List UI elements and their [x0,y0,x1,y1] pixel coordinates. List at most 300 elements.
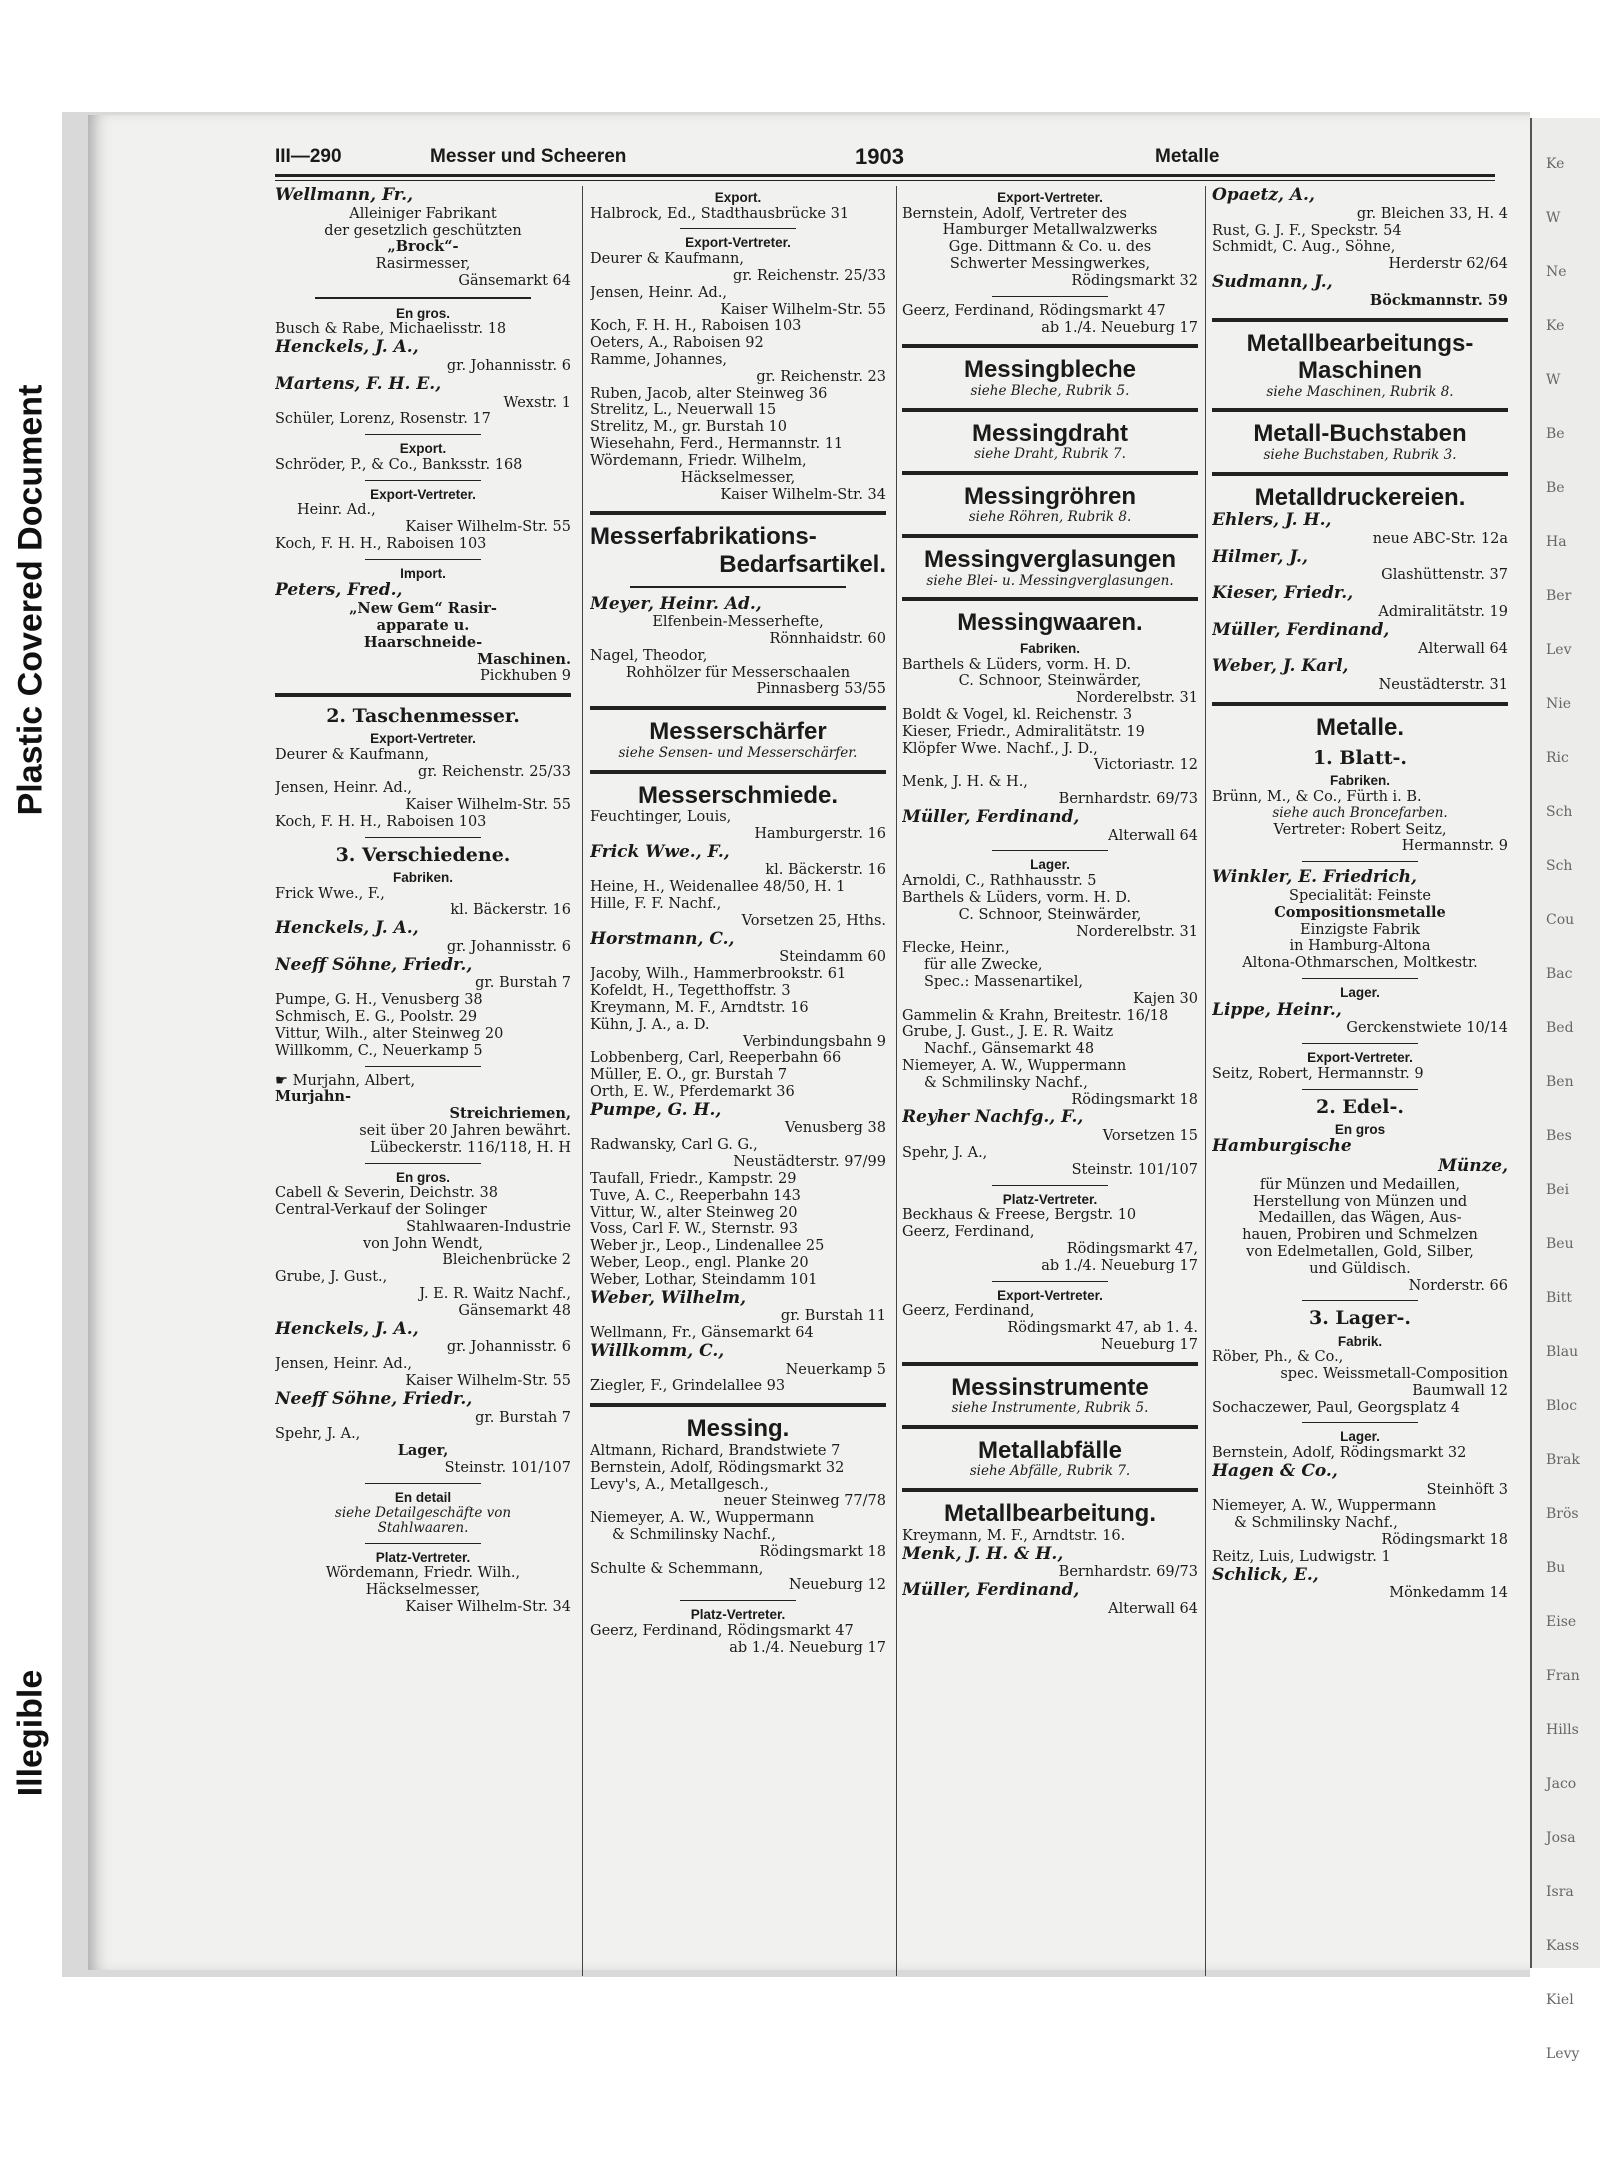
directory-entry: ab 1./4. Neueburg 17 [1041,1257,1198,1274]
directory-entry: Bleichenbrücke 2 [442,1252,571,1269]
directory-entry: Weber, Wilhelm, [590,1288,747,1308]
directory-entry: Spehr, J. A., [902,1145,988,1161]
column-2 [590,186,886,1986]
margin-fragment: Kiel [1546,1992,1574,2008]
year: 1903 [855,144,904,169]
directory-entry: Bernstein, Adolf, Rödingsmarkt 32 [1212,1445,1467,1462]
directory-entry: gr. Johannisstr. 6 [446,357,571,374]
column-rule [902,408,1198,412]
column-rule [365,1066,481,1067]
column-rule [902,471,1198,475]
section-heading: Messingröhren [963,482,1137,510]
margin-fragment: Bed [1546,1020,1574,1036]
directory-entry: siehe Detailgeschäfte von [334,1505,512,1521]
column-rule [1212,408,1508,412]
page-number: III—290 [275,146,342,167]
directory-entry: Jensen, Heinr. Ad., [275,1356,413,1373]
directory-entry: Menk, J. H. & H., [902,774,1028,791]
directory-entry: Peters, Fred., [275,581,403,601]
directory-entry: siehe Instrumente, Rubrik 5. [951,1401,1149,1417]
column-rule [992,1281,1108,1282]
directory-entry: Taufall, Friedr., Kampstr. 29 [590,1170,797,1187]
directory-entry: Neeff Söhne, Friedr., [275,955,473,975]
directory-entry: Rödingsmarkt 18 [1381,1532,1508,1549]
section-heading: 1. Blatt-. [1312,747,1408,770]
section-heading: 2. Taschenmesser. [326,705,520,728]
directory-entry: ab 1./4. Neueburg 17 [1041,319,1198,336]
column-rule [992,1185,1108,1186]
side-label-plastic-covered: Plastic Covered Document [0,320,62,880]
directory-entry: Arnoldi, C., Rathhausstr. 5 [902,873,1097,890]
directory-entry: Martens, F. H. E., [275,374,442,394]
directory-entry: Glashüttenstr. 37 [1381,567,1508,584]
directory-entry: für Münzen und Medaillen, [1259,1176,1461,1193]
directory-entry: Brünn, M., & Co., Fürth i. B. [1212,789,1422,806]
column-divider [582,186,583,1976]
directory-entry: gr. Burstah 7 [475,975,571,992]
column-rule [902,534,1198,538]
section-heading: Lager. [1340,985,1380,1000]
section-heading: Fabriken. [1329,773,1391,789]
directory-entry: Geerz, Ferdinand, [902,1224,1035,1241]
directory-entry: Alterwall 64 [1108,827,1198,844]
column-rule [590,1403,886,1407]
section-heading: Metallbearbeitungs- [1246,329,1474,357]
margin-fragment: Bitt [1546,1290,1573,1306]
directory-entry: Bernstein, Adolf, Vertreter des [902,205,1127,222]
column-3 [902,186,1198,1986]
directory-entry: kl. Bäckerstr. 16 [765,862,886,879]
directory-entry: Opaetz, A., [1212,186,1315,205]
directory-entry: Sudmann, J., [1212,272,1333,292]
directory-entry: Rödingsmarkt 47, ab 1. 4. [1007,1320,1198,1336]
margin-fragment: W [1546,210,1561,226]
margin-fragment: Ric [1546,750,1569,766]
directory-entry: Boldt & Vogel, kl. Reichenstr. 3 [902,707,1133,724]
directory-entry: Kaiser Wilhelm-Str. 55 [405,1373,571,1390]
directory-entry: Stahlwaaren-Industrie [406,1218,571,1235]
directory-entry: Altmann, Richard, Brandstwiete 7 [590,1442,841,1459]
directory-entry: apparate u. [376,617,470,634]
directory-entry: Geerz, Ferdinand, Rödingsmarkt 47 [590,1622,854,1639]
column-rule [902,1362,1198,1366]
column-rule [365,559,481,560]
directory-entry: Wellmann, Fr., Gänsemarkt 64 [590,1325,814,1342]
directory-entry: C. Schnoor, Steinwärder, [958,673,1142,690]
directory-entry: siehe Röhren, Rubrik 8. [968,510,1132,526]
directory-entry: Alleiniger Fabrikant [349,205,497,222]
directory-entry: Vittur, W., alter Steinweg 20 [590,1204,798,1221]
directory-entry: Sochaczewer, Paul, Georgsplatz 4 [1212,1399,1461,1416]
directory-entry: Münze, [1438,1157,1508,1177]
directory-entry: neue ABC-Str. 12a [1372,530,1508,547]
directory-entry: Streichriemen, [449,1106,571,1123]
directory-entry: Strelitz, L., Neuerwall 15 [590,402,777,419]
margin-fragment: Jaco [1546,1776,1577,1792]
column-rule [365,434,481,435]
margin-fragment: Ha [1546,534,1567,550]
directory-entry: Alterwall 64 [1418,640,1508,657]
directory-entry: Alterwall 64 [1108,1600,1198,1617]
directory-entry: Spec.: Massenartikel, [924,973,1083,990]
section-heading: Messerschmiede. [637,781,839,809]
section-heading: Platz-Vertreter. [375,1549,471,1565]
directory-entry: ☛ Murjahn, Albert, [275,1072,416,1089]
section-heading: Metalle. [1315,713,1405,741]
directory-entry: spec. Weissmetall-Composition [1280,1365,1508,1382]
margin-fragment: Nie [1546,696,1572,712]
margin-fragment: Be [1546,426,1565,442]
directory-entry: Venusberg 38 [785,1120,886,1137]
section-heading: Metalldruckereien. [1254,483,1466,511]
directory-entry: Radwansky, Carl G. G., [590,1137,758,1154]
directory-entry: Kajen 30 [1133,990,1198,1007]
directory-entry: Schröder, P., & Co., Banksstr. 168 [275,456,523,473]
column-rule [992,296,1108,297]
column-rule [365,480,481,481]
directory-entry: Röber, Ph., & Co., [1212,1349,1344,1366]
directory-entry: Strelitz, M., gr. Burstah 10 [590,419,787,436]
directory-entry: Voss, Carl F. W., Sternstr. 93 [590,1221,798,1238]
column-rule [630,586,846,588]
directory-entry: der gesetzlich geschützten [324,222,522,239]
directory-entry: Kaiser Wilhelm-Str. 55 [720,301,886,318]
directory-entry: Levy's, A., Metallgesch., [590,1476,769,1493]
directory-entry: Neustädterstr. 97/99 [733,1154,886,1171]
directory-entry: Wördemann, Friedr. Wilh., [325,1565,521,1582]
directory-entry: Kaiser Wilhelm-Str. 34 [405,1599,571,1616]
section-heading: Maschinen [1297,357,1423,385]
section-heading: Export. [399,441,447,457]
directory-entry: Norderelbstr. 31 [1076,690,1198,707]
directory-entry: Kofeldt, H., Tegetthoffstr. 3 [590,983,791,1000]
directory-entry: Seitz, Robert, Hermannstr. 9 [1212,1065,1424,1082]
directory-entry: Compositionsmetalle [1274,904,1446,921]
column-rule [902,1425,1198,1429]
margin-fragment: Eise [1546,1614,1577,1630]
directory-entry: Murjahn- [275,1089,351,1106]
directory-entry: Jensen, Heinr. Ad., [275,780,413,797]
directory-entry: Koch, F. H. H., Raboisen 103 [275,535,487,552]
directory-entry: Müller, Ferdinand, [902,807,1080,827]
section-heading: Fabrik. [1337,1333,1383,1349]
margin-fragment: Ke [1546,156,1565,172]
directory-entry: Busch & Rabe, Michaelisstr. 18 [275,321,507,338]
directory-entry: kl. Bäckerstr. 16 [450,902,571,919]
directory-entry: gr. Reichenstr. 23 [756,368,886,385]
directory-entry: Henckels, J. A., [275,919,419,939]
directory-entry: Central-Verkauf der Solinger [275,1202,487,1219]
directory-entry: gr. Bleichen 33, H. 4 [1356,205,1508,222]
column-rule [992,850,1108,851]
section-heading: Messing. [686,1415,790,1443]
margin-fragment: Be [1546,480,1565,496]
column-rule [365,837,481,838]
margin-fragment: Kass [1546,1938,1580,1954]
adjacent-page-strip [1530,118,1600,2062]
directory-entry: Willkomm, C., Neuerkamp 5 [275,1042,483,1059]
directory-entry: Wiesehahn, Ferd., Hermannstr. 11 [590,436,844,453]
directory-entry: Flecke, Heinr., [902,940,1010,957]
directory-entry: gr. Reichenstr. 25/33 [733,267,886,284]
directory-entry: Feuchtinger, Louis, [590,809,732,826]
section-heading: Export-Vertreter. [997,190,1103,205]
margin-fragment: Fran [1546,1668,1580,1684]
directory-entry: Vittur, Wilh., alter Steinweg 20 [275,1025,504,1042]
margin-fragment: Cou [1546,912,1575,928]
directory-entry: Hamburgerstr. 16 [754,825,886,842]
directory-entry: Lobbenberg, Carl, Reeperbahn 66 [590,1050,842,1067]
margin-fragment: Bei [1546,1182,1570,1198]
directory-entry: Winkler, E. Friedrich, [1212,868,1417,888]
section-heading: Bedarfsartikel. [719,550,886,578]
directory-entry: Rönnhaidstr. 60 [769,631,886,648]
directory-entry: Einzigste Fabrik [1300,921,1420,938]
section-heading: Platz-Vertreter. [690,1607,786,1623]
directory-entry: Hilmer, J., [1212,547,1308,567]
directory-entry: Klöpfer Wwe. Nachf., J. D., [902,740,1098,757]
column-rule [1302,978,1418,979]
directory-entry: gr. Johannisstr. 6 [446,1339,571,1356]
directory-entry: siehe Draht, Rubrik 7. [974,447,1126,463]
directory-entry: siehe Sensen- und Messerschärfer. [618,745,858,761]
directory-entry: Heine, H., Weidenallee 48/50, H. 1 [590,879,846,896]
section-heading: Metallabfälle [977,1436,1123,1464]
margin-fragment: Josa [1546,1830,1576,1846]
directory-entry: Hamburger Metallwalzwerks [942,222,1158,239]
directory-entry: Admiralitätstr. 19 [1378,603,1508,620]
directory-entry: Müller, Ferdinand, [902,1581,1080,1601]
column-rule [902,1488,1198,1492]
section-heading: Messingwaaren. [957,609,1143,637]
directory-entry: Böckmannstr. 59 [1369,292,1508,309]
margin-fragment: Brös [1546,1506,1579,1522]
margin-fragment: Ben [1546,1074,1574,1090]
margin-fragment: Sch [1546,858,1573,874]
directory-entry: Rödingsmarkt 18 [1071,1091,1198,1108]
directory-entry: Ziegler, F., Grindelallee 93 [590,1378,786,1395]
column-rule [902,597,1198,601]
section-heading: Platz-Vertreter. [1002,1191,1098,1207]
margin-fragment: Lev [1546,642,1572,658]
section-heading: Messinstrumente [951,1373,1149,1401]
directory-entry: Barthels & Lüders, vorm. H. D. [902,656,1132,673]
directory-entry: Nagel, Theodor, [590,647,708,664]
directory-entry: Frick Wwe., F., [275,885,385,902]
directory-entry: „New Gem“ Rasir- [349,601,497,618]
section-heading: Export-Vertreter. [997,1287,1103,1303]
section-heading: 2. Edel-. [1315,1095,1405,1118]
section-heading: Export-Vertreter. [1307,1050,1413,1066]
directory-entry: & Schmilinsky Nachf., [1234,1515,1398,1532]
directory-entry: Koch, F. H. H., Raboisen 103 [590,318,802,335]
directory-entry: Oeters, A., Raboisen 92 [590,335,764,352]
directory-entry: siehe Abfälle, Rubrik 7. [969,1464,1131,1480]
column-rule [365,1543,481,1544]
section-heading: En gros. [395,305,450,321]
directory-entry: Weber, Lothar, Steindamm 101 [590,1271,818,1288]
directory-entry: gr. Johannisstr. 6 [446,938,571,955]
section-heading: Fabriken. [392,869,454,885]
directory-entry: Ruben, Jacob, alter Steinweg 36 [590,385,828,402]
directory-entry: Stahlwaaren. [377,1521,469,1537]
header-rule-thin [275,180,1495,181]
directory-entry: Rohhölzer für Messerschaalen [625,664,851,681]
section-heading: Messerfabrikations- [590,523,817,551]
column-divider [896,186,897,1976]
directory-entry: siehe Maschinen, Rubrik 8. [1266,384,1454,400]
directory-entry: Schüler, Lorenz, Rosenstr. 17 [275,411,491,428]
directory-entry: Deurer & Kaufmann, [275,746,429,763]
directory-entry: Meyer, Heinr. Ad., [590,594,762,614]
directory-entry: in Hamburg-Altona [1289,938,1431,955]
directory-entry: Frick Wwe., F., [590,842,730,862]
directory-entry: Niemeyer, A. W., Wuppermann [902,1058,1127,1075]
section-heading: En gros [1334,1121,1386,1137]
section-heading: En gros. [395,1169,450,1185]
directory-entry: Elfenbein-Messerhefte, [652,614,824,631]
directory-entry: Hamburgische [1212,1137,1352,1157]
directory-entry: Rust, G. J. F., Speckstr. 54 [1212,222,1402,239]
directory-entry: Rödingsmarkt 47, [1066,1240,1198,1257]
section-heading: Messerschärfer [649,718,827,746]
margin-fragment: Blau [1546,1344,1579,1360]
directory-entry: Schlick, E., [1212,1565,1319,1585]
directory-entry: Hermannstr. 9 [1401,838,1508,855]
directory-entry: Mönkedamm 14 [1389,1585,1508,1602]
margin-fragment: Levy [1546,2046,1580,2062]
margin-fragment: Ber [1546,588,1572,604]
directory-entry: & Schmilinsky Nachf., [924,1074,1088,1091]
directory-entry: Henckels, J. A., [275,338,419,358]
margin-fragment: Bloc [1546,1398,1578,1414]
directory-entry: Altona-Othmarschen, Moltkestr. [1242,955,1478,972]
directory-entry: Rödingsmarkt 32 [1071,272,1198,289]
directory-entry: Cabell & Severin, Deichstr. 38 [275,1185,498,1202]
directory-entry: Wexstr. 1 [503,394,571,411]
directory-entry: Gerckenstwiete 10/14 [1346,1020,1508,1037]
directory-entry: Orth, E. W., Pferdemarkt 36 [590,1083,795,1100]
directory-entry: Pumpe, G. H., [590,1100,722,1120]
directory-entry: gr. Burstah 7 [475,1409,571,1426]
directory-entry: für alle Zwecke, [924,957,1043,974]
column-1 [275,186,571,1986]
column-rule [315,297,531,299]
section-heading: 3. Verschiedene. [335,843,511,866]
directory-entry: Nachf., Gänsemarkt 48 [924,1041,1095,1058]
directory-entry: Herstellung von Münzen und [1252,1193,1468,1210]
margin-fragment: Ne [1546,264,1567,280]
column-rule [680,1600,796,1601]
directory-entry: Kaiser Wilhelm-Str. 55 [405,797,571,814]
directory-entry: Baumwall 12 [1412,1382,1508,1399]
directory-entry: & Schmilinsky Nachf., [612,1526,776,1543]
margin-fragment: Sch [1546,804,1573,820]
directory-entry: Lippe, Heinr., [1212,1000,1342,1020]
directory-entry: Henckels, J. A., [275,1319,419,1339]
column-rule [365,1483,481,1484]
margin-fragment: Brak [1546,1452,1580,1468]
next-section: Metalle [1155,146,1220,167]
directory-entry: Schwerter Messingwerkes, [949,256,1151,273]
directory-entry: Bernhardstr. 69/73 [1058,1564,1198,1581]
directory-entry: Niemeyer, A. W., Wuppermann [590,1510,815,1527]
margin-fragment: Bes [1546,1128,1572,1144]
directory-entry: von Edelmetallen, Gold, Silber, [1246,1244,1474,1261]
directory-entry: Pickhuben 9 [479,668,571,685]
directory-entry: und Güldisch. [1309,1260,1411,1277]
directory-entry: Steinstr. 101/107 [1071,1161,1198,1178]
column-rule [1302,1422,1418,1423]
directory-entry: Haarschneide- [363,634,483,651]
margin-fragment: W [1546,372,1561,388]
directory-entry: Steinstr. 101/107 [444,1460,571,1477]
directory-entry: gr. Reichenstr. 25/33 [418,763,571,780]
directory-entry: gr. Burstah 11 [780,1308,886,1325]
section-heading: Lager. [1340,1429,1380,1445]
directory-entry: Reyher Nachfg., F., [902,1108,1084,1128]
directory-entry: Lager, [397,1443,449,1460]
directory-entry: hauen, Probiren und Schmelzen [1242,1227,1478,1244]
directory-entry: Halbrock, Ed., Stadthausbrücke 31 [590,205,850,222]
column-rule [590,706,886,710]
column-rule [680,228,796,229]
margin-fragment: Hills [1546,1722,1579,1738]
directory-entry: Specialität: Feinste [1289,887,1431,904]
directory-entry: Jensen, Heinr. Ad., [590,284,728,301]
directory-entry: Spehr, J. A., [275,1426,361,1443]
column-rule [1302,1043,1418,1044]
column-rule [590,770,886,774]
column-rule [1212,318,1508,322]
directory-entry: Jacoby, Wilh., Hammerbrookstr. 61 [590,966,847,983]
directory-entry: Willkomm, C., [590,1341,725,1361]
directory-entry: Ehlers, J. H., [1212,511,1332,531]
margin-fragment: Bac [1546,966,1573,982]
directory-entry: Geerz, Ferdinand, Rödingsmarkt 47 [902,302,1166,319]
directory-entry: neuer Steinweg 77/78 [723,1493,886,1510]
directory-entry: Kreymann, M. F., Arndtstr. 16 [590,999,809,1016]
directory-entry: Wellmann, Fr., [275,186,414,205]
directory-entry: ab 1./4. Neueburg 17 [729,1639,886,1656]
directory-entry: Kieser, Friedr., Admiralitätstr. 19 [902,723,1145,740]
directory-entry: Schmidt, C. Aug., Söhne, [1212,239,1396,256]
column-rule [590,511,886,515]
column-rule [275,693,571,697]
directory-entry: Bernhardstr. 69/73 [1058,791,1198,808]
directory-entry: Herderstr 62/64 [1388,256,1508,273]
column-rule [1212,702,1508,706]
directory-entry: Pinnasberg 53/55 [756,681,886,698]
directory-entry: Barthels & Lüders, vorm. H. D. [902,889,1132,906]
directory-entry: Medaillen, das Wägen, Aus- [1258,1210,1462,1227]
column-rule [902,344,1198,348]
directory-entry: Norderstr. 66 [1408,1277,1508,1294]
directory-entry: Ramme, Johannes, [590,352,728,368]
directory-entry: seit über 20 Jahren bewährt. [359,1122,571,1139]
directory-entry: Hille, F. F. Nachf., [590,896,722,913]
directory-entry: Grube, J. Gust., [275,1269,388,1286]
section-heading: Import. [400,565,446,581]
section-heading: Export-Vertreter. [370,731,476,747]
directory-entry: Müller, E. O., gr. Burstah 7 [590,1067,788,1084]
section-heading: Metall-Buchstaben [1253,420,1467,448]
directory-entry: Kreymann, M. F., Arndtstr. 16. [902,1527,1126,1544]
directory-entry: Steindamm 60 [779,949,886,966]
directory-entry: Steinhöft 3 [1426,1481,1508,1498]
directory-entry: Wördemann, Friedr. Wilhelm, [590,452,807,469]
directory-entry: Gänsemarkt 48 [458,1302,571,1319]
